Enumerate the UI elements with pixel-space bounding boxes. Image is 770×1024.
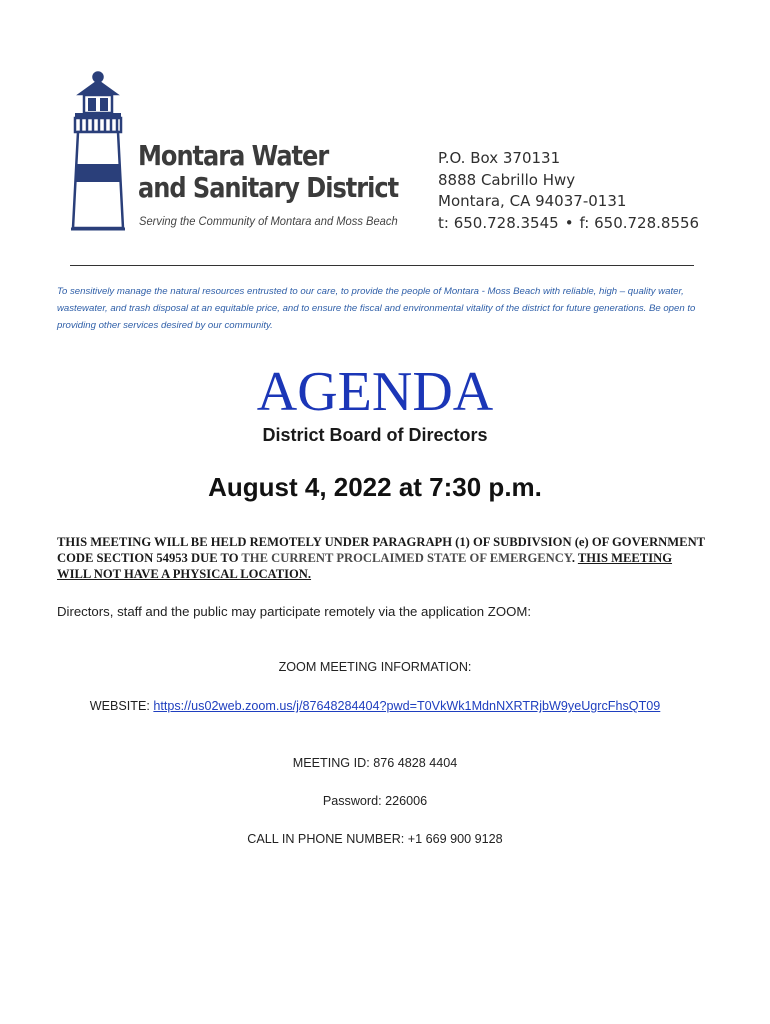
notice-emergency: THE CURRENT PROCLAIMED STATE OF EMERGENCY	[241, 551, 572, 565]
contact-address	[438, 148, 699, 234]
meeting-date: August 4, 2022 at 7:30 p.m.	[208, 472, 542, 502]
notice-period: .	[571, 551, 578, 565]
agenda-title: AGENDA	[256, 361, 494, 423]
fax-number: f: 650.728.8556	[579, 213, 700, 232]
org-name	[138, 140, 398, 204]
zoom-heading: ZOOM MEETING INFORMATION:	[278, 660, 472, 674]
phone-fax-line	[438, 213, 699, 235]
header-divider	[70, 265, 694, 266]
board-name: District Board of Directors	[262, 425, 488, 445]
mission-statement: To sensitively manage the natural resources entrusted to our care, to provide the people of Montara - Moss Beach with reliable, high – quality water, wastewater, and trash disposal at an equitable price, and to ensure the fiscal and environmental vitality of the district for future generations. Be open to providing other services desired by our community.	[57, 286, 696, 331]
notice-part1: THIS MEETING WILL BE HELD REMOTELY UNDER PARAGRAPH (1) OF SUBDIVSION (e) OF GOVERNMENT CODE SECTION 54953 DUE TO	[57, 535, 705, 565]
org-name-line1: Montara Water	[138, 139, 329, 172]
tagline: Serving the Community of Montara and Moss Beach	[139, 214, 398, 228]
lighthouse-icon	[66, 68, 136, 234]
meeting-id: MEETING ID: 876 4828 4404	[292, 756, 458, 770]
remote-meeting-notice	[57, 534, 707, 582]
meeting-password: Password: 226006	[322, 794, 428, 808]
address-line1: P.O. Box 370131	[438, 149, 561, 167]
participation-text: Directors, staff and the public may participate remotely via the application ZOOM:	[57, 604, 531, 619]
zoom-website-line	[0, 699, 750, 713]
website-label: WEBSITE:	[89, 699, 154, 713]
zoom-link[interactable]: https://us02web.zoom.us/j/87648284404?pwd=T0VkWk1MdnNXRTRjbW9yeUgrcFhsQT09	[153, 699, 661, 713]
phone-number: t: 650.728.3545	[438, 213, 559, 232]
call-in-number: CALL IN PHONE NUMBER: +1 669 900 9128	[247, 832, 503, 846]
address-line2: 8888 Cabrillo Hwy	[438, 170, 576, 189]
notice-no-physical-location: THIS MEETING WILL NOT HAVE A PHYSICAL LOCATION.	[57, 551, 673, 581]
separator: •	[564, 213, 574, 232]
org-name-line2: and Sanitary District	[138, 171, 399, 204]
address-line3: Montara, CA 94037-0131	[438, 192, 627, 210]
